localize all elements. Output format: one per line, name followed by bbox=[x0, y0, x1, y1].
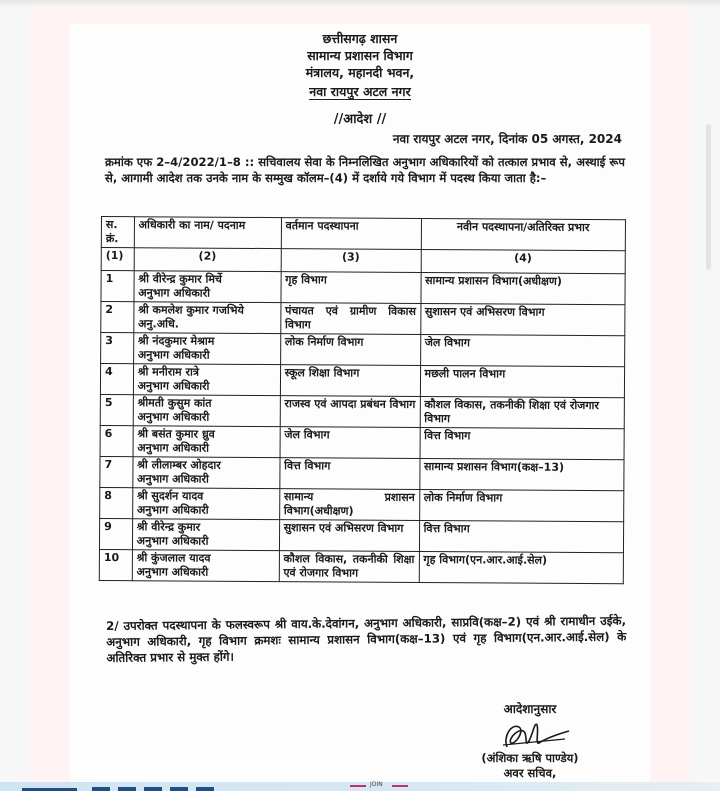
order-date-line: नवा रायपुर अटल नगर, दिनांक 05 अगस्त, 2024 bbox=[392, 132, 622, 146]
serial-number-text: 6 bbox=[104, 427, 113, 441]
new-posting-cell bbox=[419, 489, 624, 521]
officer-cell bbox=[133, 395, 280, 427]
new-posting-cell bbox=[419, 458, 624, 490]
officer-cell bbox=[133, 364, 280, 396]
new-posting-text: गृह विभाग(एन.आर.आई.सेल) bbox=[423, 552, 548, 567]
officer-cell bbox=[134, 271, 281, 303]
current-posting-text: वित्त विभाग bbox=[284, 459, 331, 473]
current-posting-text: सामान्य प्रशासन विभाग(अधीक्षण) bbox=[283, 490, 415, 518]
current-posting-cell bbox=[279, 520, 419, 552]
new-posting-text: मछली पालन विभाग bbox=[424, 366, 506, 381]
officer-designation: अनुभाग अधिकारी bbox=[137, 441, 210, 455]
by-order-label: आदेशानुसार bbox=[503, 702, 557, 716]
serial-number-text: 8 bbox=[104, 489, 112, 503]
join-left-bar bbox=[350, 785, 366, 787]
officer-designation: अनुभाग अधिकारी bbox=[138, 286, 211, 300]
officer-cell bbox=[132, 488, 279, 520]
new-posting-cell bbox=[420, 427, 625, 459]
signature-icon bbox=[485, 717, 575, 753]
government-order-document bbox=[70, 24, 650, 791]
officer-name: श्री मनीराम रात्रे bbox=[137, 365, 199, 379]
serial-number-text: 2 bbox=[105, 303, 114, 317]
new-posting-text: जेल विभाग bbox=[424, 335, 470, 350]
serial-number-cell bbox=[100, 364, 133, 395]
current-posting-text: राजस्व एवं आपदा प्रबंधन विभाग bbox=[284, 397, 416, 411]
serial-number-text: 4 bbox=[105, 365, 113, 379]
current-posting-cell bbox=[280, 396, 420, 428]
serial-number-cell bbox=[100, 425, 133, 456]
serial-number-text: 10 bbox=[103, 551, 120, 565]
header-serial: स. क्रं. bbox=[101, 217, 134, 248]
order-paragraph-2: 2/ उपरोक्त पदस्थापना के फलस्वरूप श्री वाय.के.देवांगन, अनुभाग अधिकारी, साप्रवि(कक्ष–2) एवं श्री रामाधीन उईके, अनुभाग अधिकारी, गृह विभाग क्रमशः सामान्य प्रशासन विभाग(कक्ष–13) एवं गृह विभाग(एन.आर.आई.सेल) के अतिरिक्त प्रभार से मुक्त होंगे। bbox=[106, 613, 627, 665]
column-number: (3) bbox=[281, 249, 421, 273]
officer-cell bbox=[133, 302, 280, 334]
column-number: (1) bbox=[101, 248, 134, 271]
serial-number-text: 7 bbox=[104, 458, 113, 472]
officer-designation: अनु.अधि. bbox=[137, 317, 179, 331]
officer-designation: अनुभाग अधिकारी bbox=[136, 534, 209, 548]
order-intro-paragraph: क्रमांक एफ 2–4/2022/1–8 :: सचिवालय सेवा के निम्नलिखित अनुभाग अधिकारियों को तत्काल प्रभाव से, अस्थाई रूप से, आगामी आदेश तक उनके नाम के सम्मुख कॉलम–(4) में दर्शाये गये विभाग में पदस्थ किया जाता है:– bbox=[105, 155, 625, 185]
serial-number-text: 9 bbox=[104, 520, 112, 534]
table-row bbox=[100, 487, 624, 521]
officer-name: श्री सुदर्शन यादव bbox=[136, 489, 204, 503]
officer-designation: अनुभाग अधिकारी bbox=[137, 379, 210, 393]
new-posting-text: लोक निर्माण विभाग bbox=[423, 490, 503, 505]
table-row bbox=[100, 456, 624, 490]
column-number: (4) bbox=[421, 249, 626, 273]
officer-designation: अनुभाग अधिकारी bbox=[137, 410, 210, 424]
officer-designation: अनुभाग अधिकारी bbox=[137, 348, 210, 362]
new-posting-cell bbox=[420, 396, 625, 428]
officer-name: श्री कमलेश कुमार गजभिये bbox=[138, 303, 244, 317]
current-posting-text: सुशासन एवं अभिसरण विभाग bbox=[283, 521, 404, 535]
current-posting-cell bbox=[280, 334, 420, 366]
new-posting-text: सामान्य प्रशासन विभाग(अधीक्षण) bbox=[425, 273, 562, 288]
current-posting-cell bbox=[280, 427, 420, 459]
table-row bbox=[100, 394, 624, 428]
officer-name: श्री बसंत कुमार ध्रुव bbox=[137, 427, 215, 441]
new-posting-text: सुशासन एवं अभिसरण विभाग bbox=[424, 304, 545, 319]
scrollbar[interactable] bbox=[706, 124, 711, 270]
current-posting-text: लोक निर्माण विभाग bbox=[284, 335, 364, 349]
banner-brand-text bbox=[92, 787, 222, 791]
new-posting-cell bbox=[420, 334, 625, 366]
officer-name: श्री लीलाम्बर ओहदार bbox=[137, 458, 221, 472]
new-posting-text: वित्त विभाग bbox=[423, 521, 470, 536]
officer-name: श्री वीरेन्द्र कुमार bbox=[136, 520, 201, 534]
new-posting-cell bbox=[420, 272, 625, 304]
header-current-posting: वर्तमान पदस्थापना bbox=[281, 218, 421, 250]
serial-number-cell bbox=[99, 518, 132, 549]
officer-name: श्रीमती कुसुम कांत bbox=[137, 396, 212, 410]
current-posting-text: कौशल विकास, तकनीकी शिक्षा एवं रोजगार विभाग bbox=[283, 552, 415, 580]
serial-number-cell bbox=[99, 549, 132, 580]
current-posting-text: गृह विभाग bbox=[285, 273, 327, 287]
header-officer-name: अधिकारी का नाम/ पदनाम bbox=[134, 217, 281, 249]
column-number-row bbox=[101, 248, 625, 274]
new-posting-cell bbox=[420, 303, 625, 335]
new-posting-text: कौशल विकास, तकनीकी शिक्षा एवं रोजगार विभाग bbox=[424, 397, 599, 426]
officer-name: श्री नंदकुमार मेश्राम bbox=[137, 334, 215, 348]
signatory-designation: अवर सचिव, bbox=[503, 766, 557, 780]
current-posting-cell bbox=[279, 489, 419, 521]
officer-cell bbox=[133, 457, 280, 489]
table-row bbox=[100, 364, 624, 398]
new-posting-text: सामान्य प्रशासन विभाग(कक्ष–13) bbox=[423, 459, 565, 474]
order-title-text: //आदेश // bbox=[333, 112, 387, 127]
current-posting-cell bbox=[280, 365, 420, 397]
current-posting-text: पंचायत एवं ग्रामीण विकास विभाग bbox=[284, 304, 416, 332]
current-posting-cell bbox=[281, 272, 421, 304]
letterhead-building: मंत्रालय, महानदी भवन, bbox=[305, 65, 415, 80]
officer-name: श्री कुंजलाल यादव bbox=[136, 551, 211, 565]
header-new-posting: नवीन पदस्थापना/अतिरिक्त प्रभार bbox=[421, 218, 626, 250]
column-number: (2) bbox=[134, 248, 281, 272]
letterhead-state: छत्तीसगढ़ शासन bbox=[322, 31, 398, 46]
join-label[interactable]: JOIN bbox=[370, 781, 383, 788]
table-row bbox=[99, 549, 623, 583]
serial-number-cell bbox=[100, 487, 133, 518]
table-row bbox=[99, 518, 623, 552]
new-posting-cell bbox=[419, 551, 624, 583]
current-posting-text: जेल विभाग bbox=[284, 428, 330, 442]
new-posting-cell bbox=[419, 520, 624, 552]
serial-number-cell bbox=[101, 271, 134, 302]
current-posting-text: स्कूल शिक्षा विभाग bbox=[284, 366, 360, 380]
officer-designation: अनुभाग अधिकारी bbox=[137, 472, 209, 486]
serial-number-text: 3 bbox=[105, 334, 113, 348]
serial-number-text: 1 bbox=[105, 272, 114, 286]
table-row bbox=[101, 333, 625, 367]
signature-block bbox=[460, 700, 600, 781]
table-row bbox=[101, 271, 625, 305]
table-header-row bbox=[101, 217, 625, 251]
serial-number-cell bbox=[101, 302, 134, 333]
order-title bbox=[200, 109, 520, 127]
officer-designation: अनुभाग अधिकारी bbox=[136, 565, 209, 579]
signatory-name: (अंशिका ऋषि पाण्डेय) bbox=[481, 751, 579, 765]
officer-cell bbox=[132, 550, 279, 582]
new-posting-cell bbox=[420, 365, 625, 397]
join-right-bar bbox=[392, 785, 408, 787]
current-posting-cell bbox=[280, 303, 420, 335]
new-posting-text: वित्त विभाग bbox=[424, 428, 471, 443]
officer-cell bbox=[132, 519, 279, 551]
current-posting-cell bbox=[280, 458, 420, 490]
serial-number-text: 5 bbox=[104, 396, 113, 410]
officer-cell bbox=[133, 426, 280, 458]
officer-cell bbox=[133, 333, 280, 365]
letterhead bbox=[200, 30, 520, 100]
officer-designation: अनुभाग अधिकारी bbox=[136, 503, 209, 517]
posting-table bbox=[99, 216, 626, 584]
officer-name: श्री वीरेन्द्र कुमार मिर्चे bbox=[138, 272, 222, 286]
bottom-banner-ad[interactable] bbox=[0, 782, 720, 791]
current-posting-cell bbox=[279, 551, 419, 583]
table-row bbox=[101, 302, 625, 336]
letterhead-department: सामान्य प्रशासन विभाग bbox=[307, 48, 413, 63]
serial-number-cell bbox=[100, 456, 133, 487]
letterhead-city: नवा रायपुर अटल नगर bbox=[309, 84, 411, 99]
table-row bbox=[100, 425, 624, 459]
serial-number-cell bbox=[101, 333, 134, 364]
serial-number-cell bbox=[100, 394, 133, 425]
